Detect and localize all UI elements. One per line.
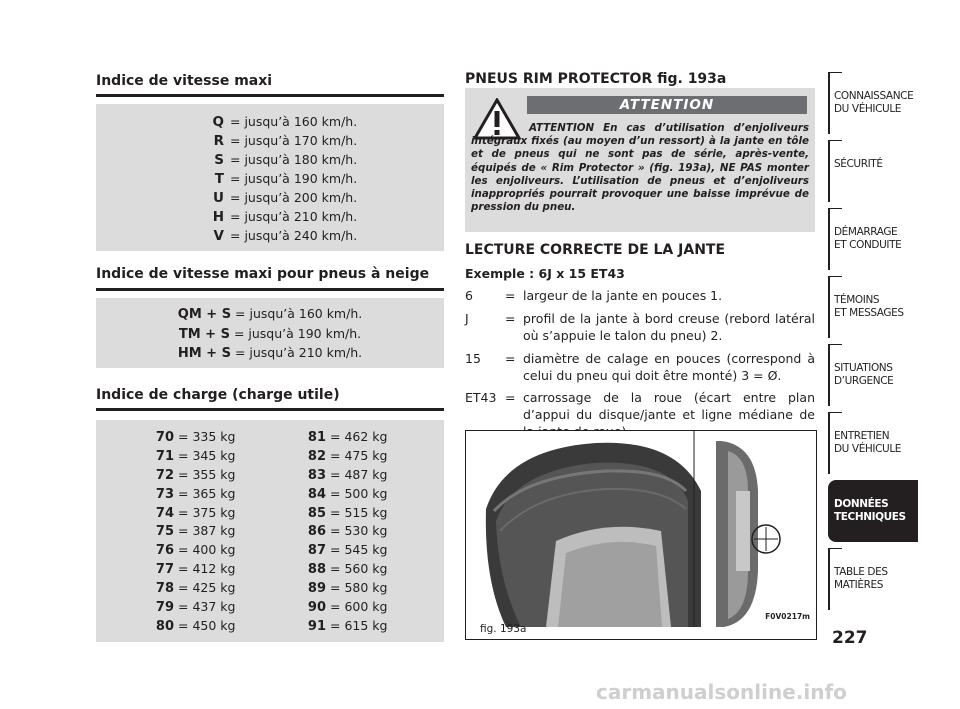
load-code: 70 — [155, 430, 174, 445]
rim-reading-key: 15 — [465, 351, 481, 366]
speed-value: = jusqu’à 180 km/h. — [230, 152, 358, 167]
speed-code: T — [214, 171, 224, 187]
speed-index-title: Indice de vitesse maxi — [96, 73, 273, 89]
tab-edge — [828, 140, 830, 202]
chapter-tab[interactable] — [828, 548, 918, 610]
load-index-row — [152, 560, 235, 579]
tab-separator — [828, 412, 842, 413]
chapter-tab-label: DONNÉES — [834, 498, 889, 510]
load-code: 73 — [155, 486, 174, 502]
chapter-tab-label: ET CONDUITE — [834, 239, 902, 251]
tab-separator — [828, 344, 842, 345]
tab-separator — [828, 72, 842, 73]
load-value: = 375 kg — [178, 504, 236, 520]
load-value: = 515 kg — [330, 504, 388, 520]
chapter-tab[interactable] — [828, 140, 918, 202]
load-value: = 600 kg — [330, 599, 388, 615]
rim-reading-value: carrossage de la roue (écart entre plan d’appui du disque/jante et ligne médiane de — [523, 390, 815, 422]
load-code: 89 — [307, 581, 326, 597]
snow-value: = jusqu’à 190 km/h. — [233, 325, 362, 341]
load-index-row — [304, 485, 387, 504]
load-index-row — [304, 541, 387, 560]
snow-index-title: Indice de vitesse maxi pour pneus à neige — [96, 266, 430, 282]
chapter-tab-label: DU VÉHICULE — [834, 443, 902, 455]
rim-reading-value: largeur de la jante en pouces 1. — [523, 288, 723, 303]
rim-reading-key: J — [465, 311, 469, 326]
divider — [96, 288, 444, 291]
load-index-row — [152, 522, 235, 541]
rim-reading-equals: = — [505, 311, 516, 326]
tab-edge — [828, 72, 830, 134]
load-value: = 335 kg — [178, 429, 236, 444]
load-code: 79 — [155, 600, 174, 616]
chapter-tab[interactable] — [828, 344, 918, 406]
speed-code: R — [213, 133, 224, 149]
speed-value: = jusqu’à 240 km/h. — [230, 228, 358, 243]
load-code: 80 — [155, 618, 174, 634]
load-index-row — [152, 504, 235, 523]
speed-code: V — [213, 228, 224, 244]
load-index-row — [152, 598, 235, 617]
load-code: 85 — [307, 505, 326, 521]
chapter-tab-label: ENTRETIEN — [834, 430, 890, 442]
chapter-tab-label: MATIÈRES — [834, 579, 883, 591]
snow-value: = jusqu’à 210 km/h. — [234, 345, 363, 360]
chapter-tab[interactable] — [828, 208, 918, 270]
speed-index-row — [96, 131, 444, 151]
rim-reading-equals: = — [505, 288, 516, 303]
speed-value: = jusqu’à 190 km/h. — [230, 171, 358, 186]
load-value: = 425 kg — [178, 580, 236, 596]
watermark: carmanualsonline.info — [596, 680, 847, 704]
load-index-box — [96, 420, 444, 642]
load-code: 82 — [307, 448, 326, 464]
load-value: = 530 kg — [330, 523, 388, 539]
load-value: = 387 kg — [178, 523, 236, 539]
rim-reading-equals: = — [505, 390, 516, 405]
load-value: = 500 kg — [330, 485, 388, 501]
load-index-row — [152, 447, 235, 466]
load-code: 81 — [307, 430, 326, 445]
tab-edge — [828, 208, 830, 270]
load-index-row — [304, 598, 387, 617]
speed-value: = jusqu’à 210 km/h. — [230, 209, 358, 224]
load-code: 83 — [307, 467, 326, 483]
load-value: = 355 kg — [178, 466, 236, 482]
lecture-title: LECTURE CORRECTE DE LA JANTE — [465, 242, 726, 258]
chapter-tab-label: D’URGENCE — [834, 375, 894, 387]
tire-illustration — [466, 431, 816, 639]
chapter-tab-label: TECHNIQUES — [834, 511, 906, 523]
load-value: = 400 kg — [178, 542, 236, 558]
load-index-row — [304, 428, 387, 447]
load-code: 87 — [307, 543, 326, 559]
load-value: = 365 kg — [178, 485, 236, 501]
load-value: = 450 kg — [178, 617, 236, 633]
page-number: 227 — [832, 628, 868, 648]
chapter-tab[interactable] — [828, 72, 918, 134]
speed-code: Q — [212, 114, 224, 130]
load-index-row — [304, 617, 387, 636]
speed-code: U — [213, 190, 224, 206]
tab-edge — [828, 276, 830, 338]
rim-reading-key: 6 — [465, 288, 473, 303]
chapter-tab-label: ET MESSAGES — [834, 307, 904, 319]
load-index-row — [304, 466, 387, 485]
chapter-tab-label: SITUATIONS — [834, 362, 893, 374]
speed-value: = jusqu’à 170 km/h. — [230, 133, 358, 148]
chapter-tab[interactable] — [828, 276, 918, 338]
load-code: 86 — [307, 524, 326, 540]
attention-text: ATTENTION En cas d’utilisation d’enjoliveurs intégraux fixés (au moyen d’un ressort) à la jante en tôle et de pneus qui ne sont pas de série, après-vente, équipés de « Rim Protector » (fig. 193a), NE PAS monter les enjoliveurs. L’utilisation de pneus et d’enjoliveurs inappropriés pourrait provoquer une baisse imprévue de pression du pneu. — [471, 122, 809, 214]
load-value: = 560 kg — [330, 561, 388, 577]
load-value: = 615 kg — [330, 617, 388, 633]
load-value: = 462 kg — [330, 429, 388, 444]
figure-code: F0V0217m — [765, 612, 810, 621]
tab-separator — [828, 140, 842, 141]
speed-index-row — [96, 188, 444, 208]
speed-code: S — [214, 152, 224, 168]
speed-value: = jusqu’à 160 km/h. — [230, 114, 358, 129]
speed-index-row — [96, 226, 444, 246]
load-code: 72 — [155, 467, 174, 483]
load-index-row — [304, 504, 387, 523]
load-value: = 475 kg — [330, 447, 388, 463]
attention-box — [465, 88, 815, 232]
speed-index-row — [96, 112, 444, 132]
divider — [96, 408, 444, 411]
load-index-row — [152, 485, 235, 504]
load-index-row — [152, 579, 235, 598]
chapter-tab-label: TÉMOINS — [834, 294, 880, 306]
load-code: 90 — [307, 600, 326, 616]
snow-code: TM + S — [178, 326, 230, 342]
load-column-2 — [304, 428, 387, 636]
snow-code: QM + S — [177, 307, 232, 322]
chapter-tab-label: CONNAISSANCE — [834, 90, 914, 102]
load-index-row — [304, 522, 387, 541]
figure-caption: fig. 193a — [480, 623, 527, 635]
load-index-row — [152, 541, 235, 560]
load-index-title: Indice de charge (charge utile) — [96, 387, 340, 403]
tab-separator — [828, 548, 842, 549]
divider — [96, 94, 444, 97]
figure-frame — [465, 430, 817, 640]
speed-index-box — [96, 104, 444, 251]
load-code: 74 — [155, 505, 174, 521]
load-index-row — [152, 617, 235, 636]
rim-reading-equals: = — [505, 351, 516, 366]
rim-reading-value: profil de la jante à bord creuse (rebord latéral où s’appuie le talon du pneu) 2. — [523, 311, 815, 343]
load-column-1 — [152, 428, 235, 636]
load-code: 75 — [155, 524, 174, 540]
load-index-row — [304, 560, 387, 579]
tab-edge — [828, 412, 830, 474]
tab-separator — [828, 208, 842, 209]
tab-edge — [828, 548, 830, 610]
load-code: 84 — [307, 486, 326, 502]
load-code: 77 — [155, 562, 174, 578]
load-value: = 345 kg — [178, 447, 236, 463]
load-index-row — [304, 579, 387, 598]
load-index-row — [304, 447, 387, 466]
speed-code: H — [212, 209, 224, 225]
chapter-tab-label: SÉCURITÉ — [834, 158, 883, 170]
load-code: 88 — [307, 562, 326, 578]
load-value: = 580 kg — [330, 580, 388, 596]
snow-index-box — [96, 298, 444, 368]
load-value: = 412 kg — [178, 561, 236, 577]
load-value: = 437 kg — [178, 599, 236, 615]
load-code: 71 — [155, 448, 174, 464]
load-code: 78 — [155, 581, 174, 597]
tab-edge — [828, 344, 830, 406]
rim-reading-value: diamètre de calage en pouces (correspond à celui du pneu qui doit être monté) 3 = Ø. — [523, 351, 815, 383]
rim-protector-title: PNEUS RIM PROTECTOR fig. 193a — [465, 71, 727, 87]
speed-index-row — [96, 169, 444, 189]
load-code: 91 — [307, 618, 326, 634]
load-index-row — [152, 428, 235, 447]
speed-index-row — [96, 207, 444, 227]
example-text: Exemple : 6J x 15 ET43 — [465, 266, 625, 281]
speed-index-row — [96, 150, 444, 170]
snow-index-row — [96, 324, 444, 344]
load-code: 76 — [155, 543, 174, 559]
tab-separator — [828, 276, 842, 277]
snow-index-row — [96, 304, 444, 324]
chapter-tab-label: DÉMARRAGE — [834, 226, 898, 238]
chapter-tab-label: DU VÉHICULE — [834, 103, 902, 115]
chapter-tab[interactable] — [828, 412, 918, 474]
rim-reading-key: ET43 — [465, 390, 497, 405]
snow-index-row — [96, 343, 444, 363]
chapter-tab[interactable] — [828, 480, 918, 542]
snow-value: = jusqu’à 160 km/h. — [235, 306, 363, 321]
load-value: = 487 kg — [330, 466, 388, 482]
snow-code: HM + S — [177, 346, 231, 361]
load-value: = 545 kg — [330, 542, 388, 558]
chapter-tab-label: TABLE DES — [834, 566, 888, 578]
load-index-row — [152, 466, 235, 485]
speed-value: = jusqu’à 200 km/h. — [230, 190, 358, 205]
attention-label: ATTENTION — [527, 96, 807, 114]
